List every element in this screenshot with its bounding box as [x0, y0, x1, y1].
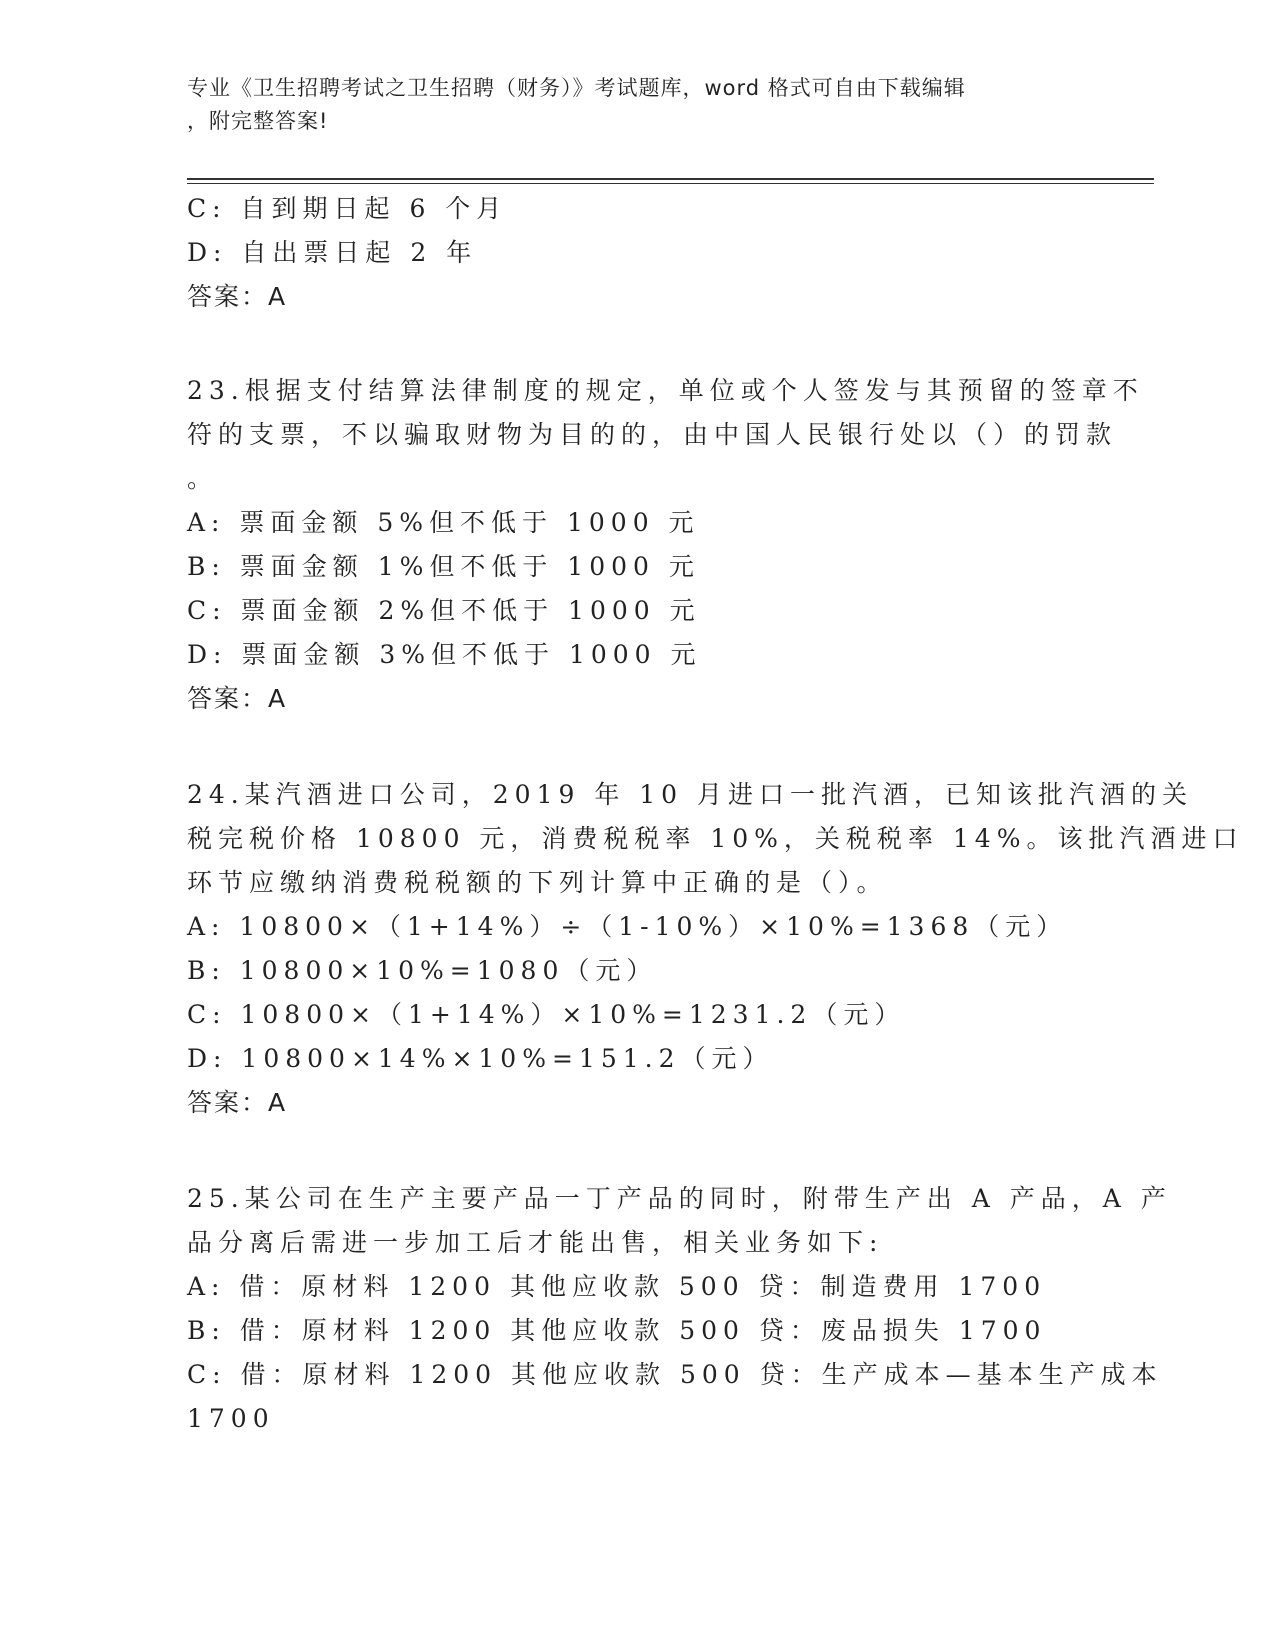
q22-option-d: D: 自出票日起 2 年 [187, 238, 478, 267]
q23-stem-line-2: 符的支票，不以骗取财物为目的的，由中国人民银行处以（）的罚款 [187, 420, 1118, 449]
q24-answer: 答案：A [187, 1088, 288, 1117]
q23-answer: 答案：A [187, 684, 288, 713]
q25-stem-line-1: 25.某公司在生产主要产品一丁产品的同时，附带生产出 A 产品，A 产 [187, 1184, 1172, 1213]
q23-option-a: A: 票面金额 5%但不低于 1000 元 [187, 508, 700, 537]
q24-option-d: D: 10800×14%×10%=151.2（元） [187, 1044, 774, 1073]
header-line-2: ，附完整答案! [187, 109, 329, 133]
q24-option-a: A: 10800×（1+14%）÷（1-10%）×10%=1368（元） [187, 912, 1068, 941]
q24-stem-line-3: 环节应缴纳消费税税额的下列计算中正确的是（）。 [187, 868, 888, 897]
q23-option-c: C: 票面金额 2%但不低于 1000 元 [187, 596, 701, 625]
q24-stem-line-1: 24.某汽酒进口公司，2019 年 10 月进口一批汽酒，已知该批汽酒的关 [187, 780, 1194, 809]
q24-option-c: C: 10800×（1+14%）×10%=1231.2（元） [187, 1000, 906, 1029]
q24-stem-line-2: 税完税价格 10800 元，消费税税率 10%，关税税率 14%。该批汽酒进口 [187, 824, 1244, 853]
q23-stem-line-1: 23.根据支付结算法律制度的规定，单位或个人签发与其预留的签章不 [187, 376, 1144, 405]
q25-option-a: A: 借：原材料 1200 其他应收款 500 贷：制造费用 1700 [187, 1272, 1047, 1301]
q23-option-b: B: 票面金额 1%但不低于 1000 元 [187, 552, 700, 581]
header-line-1: 专业《卫生招聘考试之卫生招聘（财务）》考试题库，word 格式可自由下载编辑 [187, 76, 966, 100]
q25-stem-line-2: 品分离后需进一步加工后才能出售，相关业务如下: [187, 1228, 884, 1257]
q23-stem-line-3: 。 [187, 464, 219, 493]
header-rule-thick [187, 178, 1154, 180]
q23-option-d: D: 票面金额 3%但不低于 1000 元 [187, 640, 702, 669]
header-rule-thin [187, 183, 1154, 184]
q25-option-c-line-2: 1700 [187, 1404, 275, 1433]
q22-option-c: C: 自到期日起 6 个月 [187, 194, 508, 223]
q25-option-b: B: 借：原材料 1200 其他应收款 500 贷：废品损失 1700 [187, 1316, 1047, 1345]
q25-option-c-line-1: C: 借：原材料 1200 其他应收款 500 贷：生产成本—基本生产成本 [187, 1360, 1163, 1389]
q22-answer: 答案：A [187, 282, 288, 311]
q24-option-b: B: 10800×10%=1080（元） [187, 956, 658, 985]
document-header [187, 72, 1067, 138]
